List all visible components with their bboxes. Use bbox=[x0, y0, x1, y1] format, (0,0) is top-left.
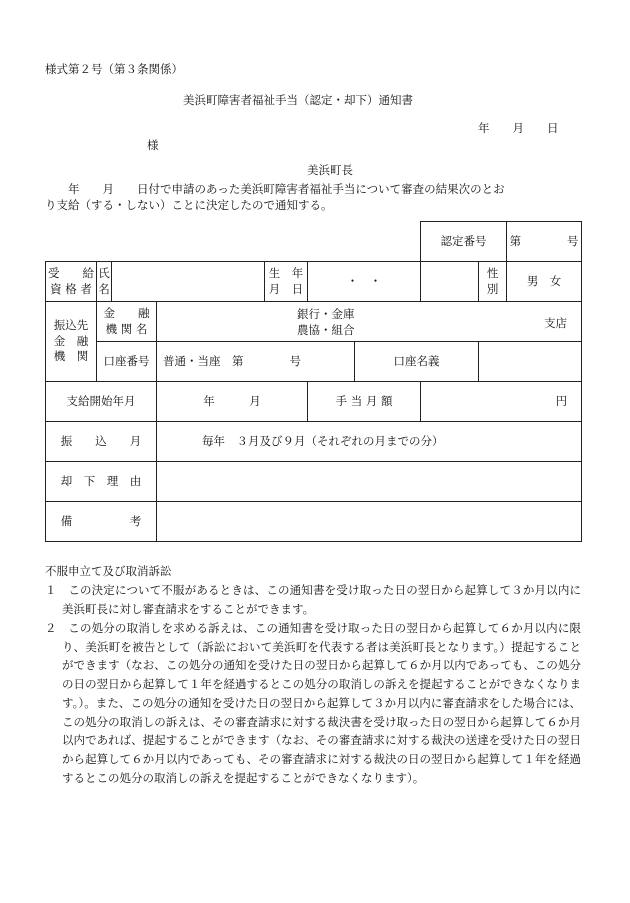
monthly-amount-field[interactable]: 円 bbox=[421, 382, 582, 422]
remarks-field[interactable] bbox=[157, 502, 582, 542]
birth-label: 生 年 月 日 bbox=[265, 262, 308, 302]
notice-form-table bbox=[45, 221, 582, 542]
table-row bbox=[46, 502, 582, 542]
account-number-field[interactable]: 普通・当座 第 号 bbox=[157, 342, 355, 382]
account-holder-label: 口座名義 bbox=[355, 342, 479, 382]
document-title: 美浜町障害者福祉手当（認定・却下）通知書 bbox=[183, 93, 413, 107]
table-row bbox=[46, 262, 582, 302]
name-label: 氏 名 bbox=[97, 262, 112, 302]
start-date-label: 支給開始年月 bbox=[46, 382, 157, 422]
birth-date-field[interactable]: ・ ・ bbox=[308, 262, 421, 302]
issuer: 美浜町長 bbox=[307, 163, 353, 177]
body-text-line1: 年 月 日付で申請のあった美浜町障害者福祉手当について審査の結果次のとお bbox=[45, 182, 505, 196]
appeal-item-1: １ この決定について不服があるときは、この通知書を受け取った日の翌日から起算して３か月以内に美浜町長に対し審査請求をすることができます。 bbox=[45, 583, 581, 616]
form-number: 様式第２号（第３条関係） bbox=[45, 62, 183, 76]
bank-type-1: 銀行・金庫 bbox=[297, 307, 355, 321]
body-text-line2: り支給（する・しない）ことに決定したので通知する。 bbox=[45, 198, 333, 212]
transfer-month-value: 毎年 ３月及び９月（それぞれの月までの分） bbox=[157, 422, 582, 462]
transfer-label: 振込先 金 融 機 関 bbox=[46, 302, 97, 382]
addressee-suffix: 様 bbox=[147, 138, 159, 152]
name-field[interactable] bbox=[112, 262, 265, 302]
table-row bbox=[46, 382, 582, 422]
table-row bbox=[46, 302, 582, 342]
account-number-label: 口座番号 bbox=[97, 342, 157, 382]
account-holder-field[interactable] bbox=[479, 342, 582, 382]
table-row bbox=[46, 462, 582, 502]
sex-label: 性 別 bbox=[479, 262, 507, 302]
start-date-field[interactable]: 年 月 bbox=[157, 382, 308, 422]
branch-suffix: 支店 bbox=[544, 316, 568, 330]
rejection-reason-field[interactable] bbox=[157, 462, 582, 502]
table-row bbox=[46, 342, 582, 382]
appeal-item-2: ２ この処分の取消しを求める訴えは、この通知書を受け取った日の翌日から起算して６か月以内に限り、美浜町を被告として（訴訟において美浜町を代表する者は美浜町長となります。）提起することができます（なお、この処分の通知を受けた日の翌日から起算して６か月以内であっても、この処分の日の翌日から起算して１年を経過するとこの処分の取消しの訴えを提起することができなくなります。）。また、この処分の通知を受けた日の翌日から起算して３か月以内に審査請求をした場合には、この処分の取消しの訴えは、その審査請求に対する裁決書を受け取った日の翌日から起算して６か月以内であれば、提起することができます（なお、その審査請求に対する裁決の送達を受けた日の翌日から起算して６か月以内であっても、その審査請求に対する裁決の日の翌日から起算して１年を経過するとこの処分の取消しの訴えを提起することができなくなります）。 bbox=[45, 621, 581, 785]
remarks-label: 備 考 bbox=[46, 502, 157, 542]
bank-type-2: 農協・組合 bbox=[297, 323, 355, 338]
monthly-amount-label: 手 当 月 額 bbox=[308, 382, 421, 422]
table-row bbox=[46, 422, 582, 462]
bank-label: 金 融 機 関 名 bbox=[97, 302, 157, 342]
appeal-heading: 不服申立て及び取消訴訟 bbox=[45, 564, 172, 578]
cert-number-label: 認定番号 bbox=[421, 222, 507, 262]
transfer-month-label: 振 込 月 bbox=[46, 422, 157, 462]
cert-number-value: 第 号 bbox=[507, 222, 582, 262]
rejection-reason-label: 却 下 理 由 bbox=[46, 462, 157, 502]
bank-name-field[interactable] bbox=[157, 302, 582, 342]
issue-date: 年 月 日 bbox=[478, 121, 559, 135]
recipient-label: 受 給 資 格 者 bbox=[46, 262, 97, 302]
table-row bbox=[46, 222, 582, 262]
sex-value[interactable]: 男 女 bbox=[507, 262, 582, 302]
birth-date-extra bbox=[421, 262, 479, 302]
blank-cell bbox=[46, 222, 421, 262]
